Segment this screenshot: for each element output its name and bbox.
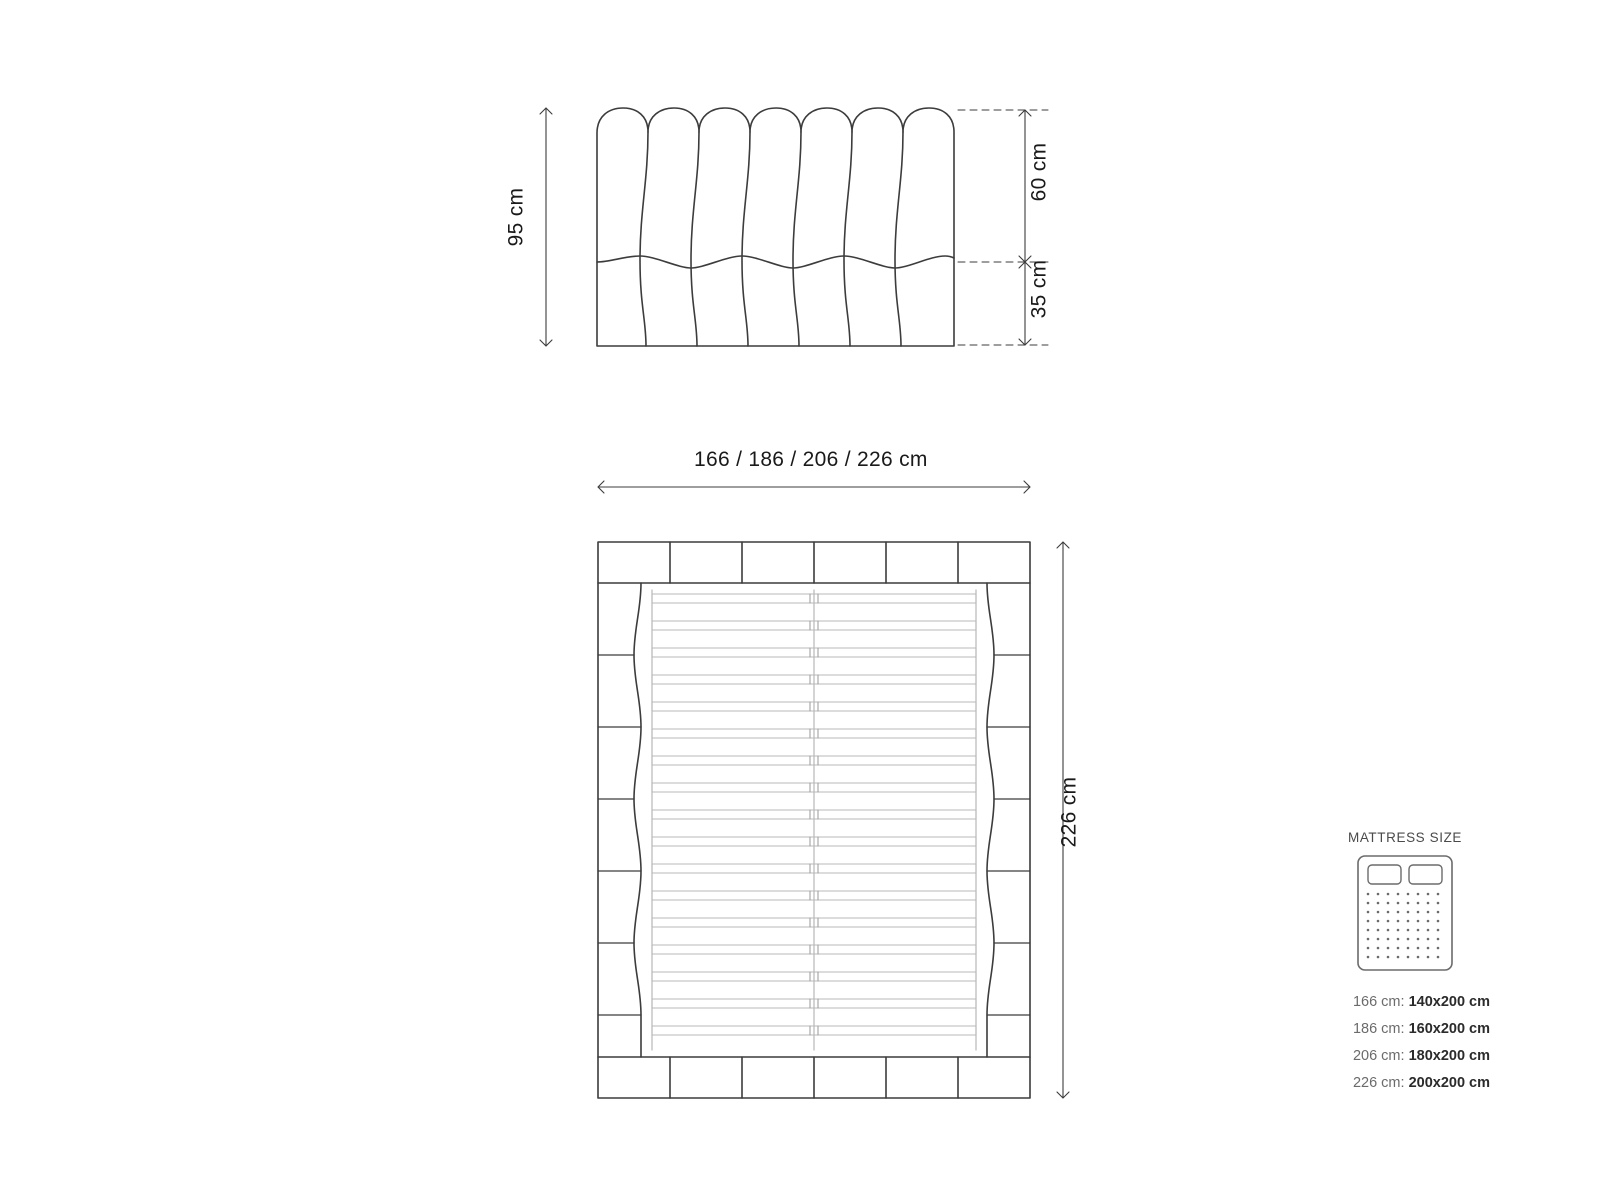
headboard-outline — [597, 108, 954, 346]
dim-width — [598, 481, 1030, 493]
front-view-group — [597, 108, 954, 346]
channel-seam-6 — [895, 132, 903, 346]
label-height-total: 95 cm — [504, 187, 528, 247]
legend-mattress-size: 160x200 cm — [1408, 1021, 1490, 1037]
headboard-base-division — [597, 256, 954, 268]
mattress-size-legend — [1320, 830, 1490, 1097]
legend-frame-size: 186 cm: — [1352, 1021, 1405, 1037]
list-item — [1320, 989, 1490, 1016]
legend-mattress-size: 180x200 cm — [1408, 1048, 1490, 1064]
legend-rows — [1320, 989, 1490, 1097]
channel-seam-5 — [844, 132, 852, 346]
channel-seam-2 — [691, 132, 699, 346]
legend-mattress-size: 200x200 cm — [1408, 1075, 1490, 1091]
dim-height-total — [540, 108, 552, 346]
right-rail-inner-edge — [987, 583, 994, 1057]
label-width: 166 / 186 / 206 / 226 cm — [694, 448, 928, 471]
legend-frame-size: 206 cm: — [1352, 1048, 1405, 1064]
channel-seam-3 — [742, 132, 750, 346]
list-item — [1320, 1016, 1490, 1043]
channel-seam-4 — [793, 132, 801, 346]
legend-frame-size: 226 cm: — [1352, 1075, 1405, 1091]
legend-mattress-size: 140x200 cm — [1408, 994, 1490, 1010]
mattress-top-view-icon — [1355, 853, 1455, 973]
list-item — [1320, 1070, 1490, 1097]
list-item — [1320, 1043, 1490, 1070]
left-rail-inner-edge — [634, 583, 641, 1057]
legend-title: MATTRESS SIZE — [1347, 830, 1463, 845]
label-height-lower: 35 cm — [1027, 259, 1051, 319]
label-length: 226 cm — [1057, 776, 1081, 848]
legend-frame-size: 166 cm: — [1352, 994, 1405, 1010]
channel-seam-1 — [640, 132, 648, 346]
top-view-group — [598, 542, 1030, 1098]
label-height-upper: 60 cm — [1027, 142, 1051, 202]
